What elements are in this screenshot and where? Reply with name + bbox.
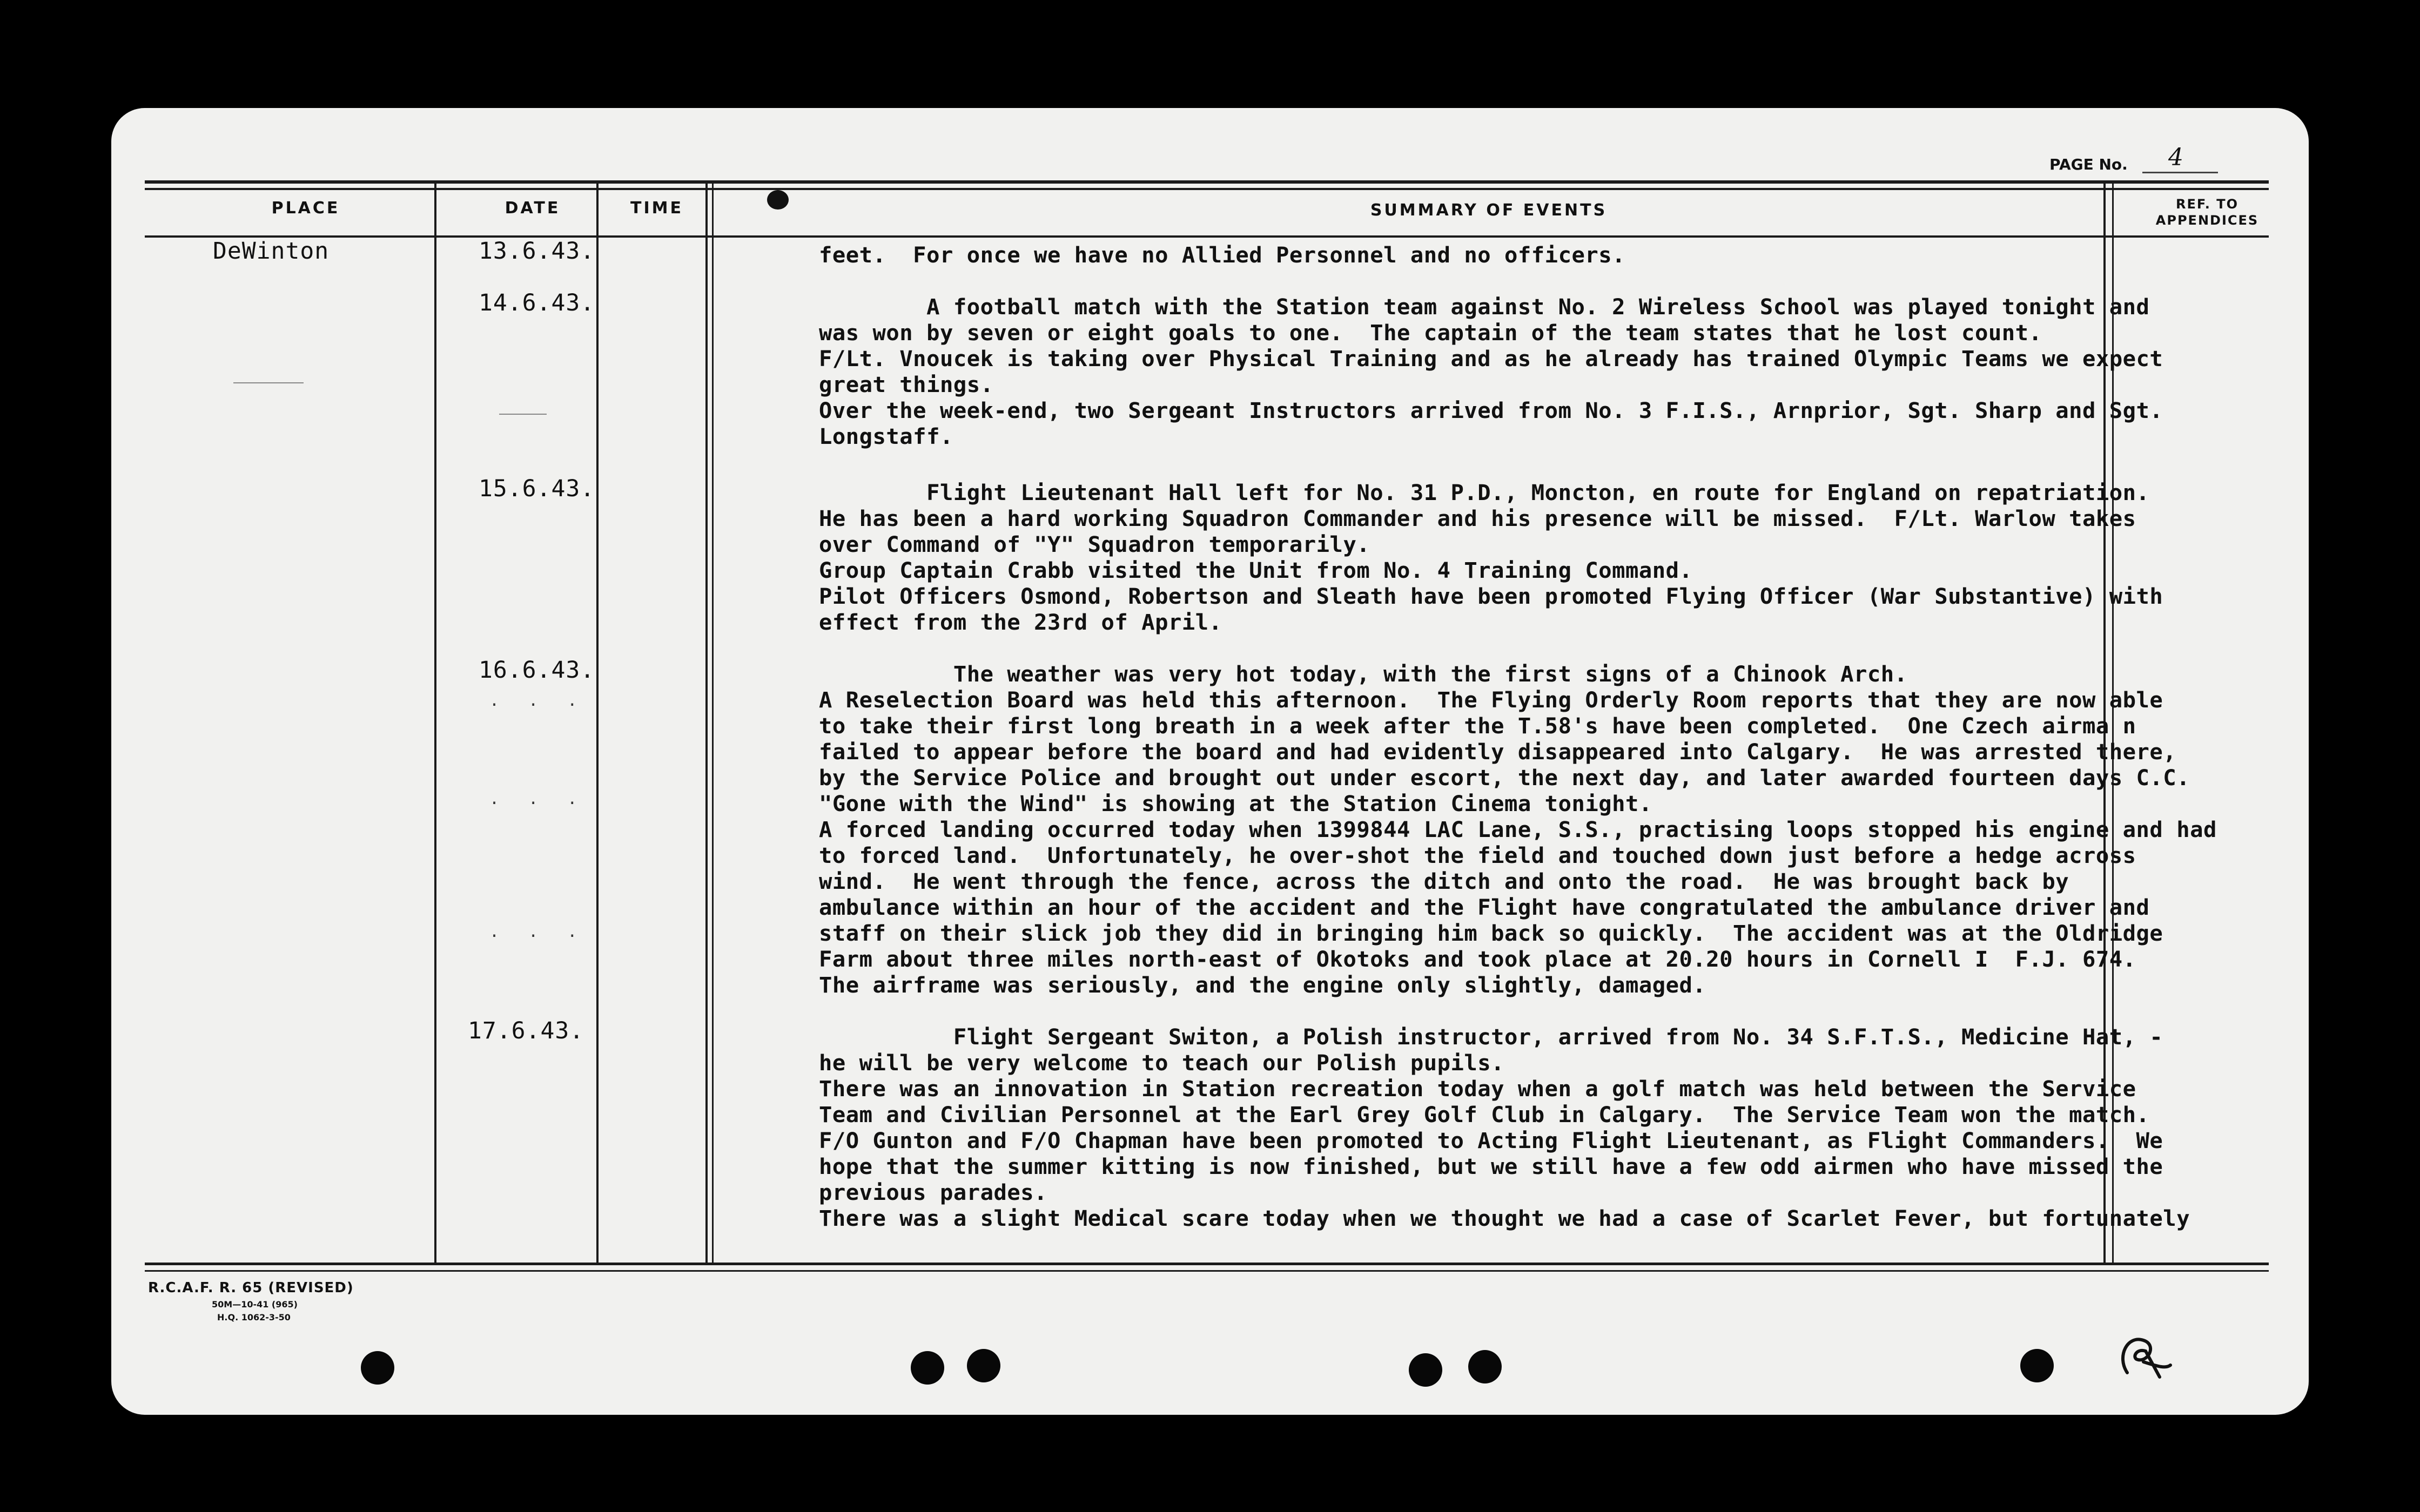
summary-line: hope that the summer kitting is now finished, but we still have a few odd airmen who have missed the xyxy=(819,1153,2163,1179)
pencil-mark xyxy=(499,414,547,415)
summary-line: Team and Civilian Personnel at the Earl Grey Golf Club in Calgary. The Service Team won the match. xyxy=(819,1102,2150,1128)
top-rule-thin xyxy=(145,188,2269,190)
date-entry: 13.6.43. xyxy=(479,238,595,265)
summary-line: Longstaff. xyxy=(819,423,953,449)
summary-line: wind. He went through the fence, across the ditch and onto the road. He was brought back by xyxy=(819,868,2069,894)
handwritten-initials-mark xyxy=(2106,1313,2187,1394)
binder-hole xyxy=(2020,1349,2054,1382)
summary-line: There was a slight Medical scare today when we thought we had a case of Scarlet Fever, but fortunately xyxy=(819,1205,2190,1231)
form-id: R.C.A.F. R. 65 (REVISED) xyxy=(148,1280,354,1296)
date-entry: 16.6.43. xyxy=(479,657,595,684)
divider-time-summary xyxy=(705,184,708,1263)
summary-line: The weather was very hot today, with the first signs of a Chinook Arch. xyxy=(819,661,1908,687)
bottom-rule xyxy=(145,1263,2269,1265)
summary-line: Farm about three miles north-east of Okotoks and took place at 20.20 hours in Cornell I F.J. 674. xyxy=(819,946,2136,972)
summary-line: The airframe was seriously, and the engine only slightly, damaged. xyxy=(819,972,1706,998)
place-entry: DeWinton xyxy=(213,238,330,265)
summary-line: previous parades. xyxy=(819,1179,1048,1205)
binder-hole xyxy=(911,1351,944,1385)
summary-line: "Gone with the Wind" is showing at the Station Cinema tonight. xyxy=(819,791,1652,816)
summary-line: effect from the 23rd of April. xyxy=(819,609,1222,635)
print-code: H.Q. 1062-3-50 xyxy=(217,1312,291,1322)
pencil-dots: . . . xyxy=(489,922,587,941)
form-card xyxy=(111,108,2309,1415)
binder-hole xyxy=(967,1349,1000,1382)
divider-place-date xyxy=(434,184,436,1263)
date-entry: 14.6.43. xyxy=(479,289,595,316)
top-rule xyxy=(145,180,2269,184)
binder-hole xyxy=(361,1351,394,1385)
summary-line: feet. For once we have no Allied Personnel and no officers. xyxy=(819,242,1625,268)
summary-line: great things. xyxy=(819,372,994,397)
summary-line: Group Captain Crabb visited the Unit from No. 4 Training Command. xyxy=(819,557,1693,583)
date-entry: 17.6.43. xyxy=(468,1017,584,1044)
page-number-value: 4 xyxy=(2168,144,2183,171)
date-entry: 15.6.43. xyxy=(479,475,595,502)
header-bottom-rule xyxy=(145,235,2269,238)
summary-line: Pilot Officers Osmond, Robertson and Sleath have been promoted Flying Officer (War Substantive) with xyxy=(819,583,2163,609)
summary-line: F/Lt. Vnoucek is taking over Physical Training and as he already has trained Olympic Teams we expect xyxy=(819,346,2163,372)
summary-line: A forced landing occurred today when 1399844 LAC Lane, S.S., practising loops stopped his engine and had xyxy=(819,816,2217,842)
summary-line: he will be very welcome to teach our Polish pupils. xyxy=(819,1050,1505,1076)
summary-line: There was an innovation in Station recreation today when a golf match was held between the Service xyxy=(819,1076,2136,1102)
column-header-time: TIME xyxy=(630,199,683,218)
summary-line: Flight Lieutenant Hall left for No. 31 P.D., Moncton, en route for England on repatriation. xyxy=(819,480,2150,505)
column-header-date: DATE xyxy=(505,199,561,218)
binder-hole xyxy=(1409,1353,1442,1387)
divider-time-summary-double xyxy=(712,184,714,1263)
summary-line: was won by seven or eight goals to one. The captain of the team states that he lost count. xyxy=(819,320,2042,346)
column-header-summary: SUMMARY OF EVENTS xyxy=(1370,201,1608,220)
page-number-label: PAGE No. xyxy=(2049,156,2128,173)
summary-line: Flight Sergeant Switon, a Polish instructor, arrived from No. 34 S.F.T.S., Medicine Hat, - xyxy=(819,1024,2163,1050)
pencil-mark xyxy=(233,382,304,383)
summary-line: A Reselection Board was held this afternoon. The Flying Orderly Room reports that they are now able xyxy=(819,687,2163,713)
bottom-rule-thin xyxy=(145,1270,2269,1272)
summary-line: over Command of "Y" Squadron temporarily. xyxy=(819,531,1370,557)
column-header-ref-line2: APPENDICES xyxy=(2155,213,2259,228)
column-header-ref-line1: REF. TO xyxy=(2176,197,2238,212)
column-header-place: PLACE xyxy=(271,199,340,218)
summary-line: to forced land. Unfortunately, he over-shot the field and touched down just before a hedge across xyxy=(819,842,2136,868)
summary-line: to take their first long breath in a week after the T.58's have been completed. One Czech airma n xyxy=(819,713,2136,739)
summary-line: He has been a hard working Squadron Commander and his presence will be missed. F/Lt. Warlow takes xyxy=(819,505,2136,531)
summary-line: F/O Gunton and F/O Chapman have been promoted to Acting Flight Lieutenant, as Flight Commanders. We xyxy=(819,1128,2163,1153)
print-code: 50M—10-41 (965) xyxy=(212,1299,298,1310)
page-number-underline xyxy=(2142,172,2218,173)
summary-line: staff on their slick job they did in bringing him back so quickly. The accident was at the Oldridge xyxy=(819,920,2163,946)
summary-line: failed to appear before the board and had evidently disappeared into Calgary. He was arrested there, xyxy=(819,739,2177,765)
summary-line: by the Service Police and brought out under escort, the next day, and later awarded fourteen days C.C. xyxy=(819,765,2190,791)
divider-date-time xyxy=(596,184,599,1263)
ink-blot xyxy=(767,190,789,210)
summary-line: Over the week-end, two Sergeant Instructors arrived from No. 3 F.I.S., Arnprior, Sgt. Sharp and Sgt. xyxy=(819,397,2163,423)
summary-line: A football match with the Station team against No. 2 Wireless School was played tonight and xyxy=(819,294,2150,320)
summary-line: ambulance within an hour of the accident and the Flight have congratulated the ambulance driver and xyxy=(819,894,2150,920)
binder-hole xyxy=(1468,1350,1502,1383)
pencil-dots: . . . xyxy=(489,789,587,808)
pencil-dots: . . . xyxy=(489,691,587,710)
